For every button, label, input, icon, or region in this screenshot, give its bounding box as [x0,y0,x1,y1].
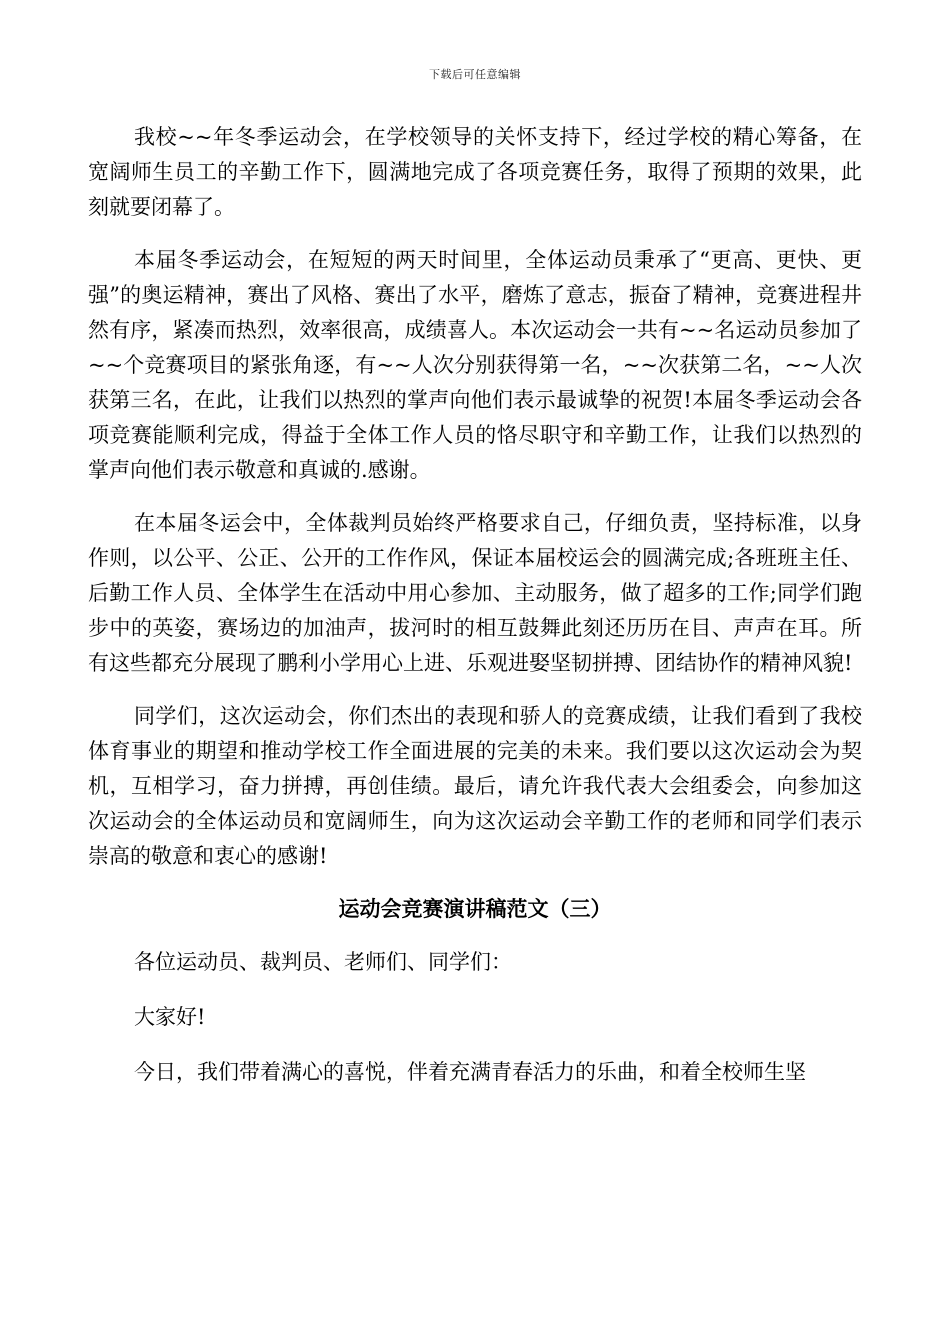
greeting-paragraph: 各位运动员、裁判员、老师们、同学们： [134,950,512,974]
hello-paragraph: 大家好! [134,1005,206,1029]
paragraph-1: 我校~~年冬季运动会，在学校领导的关怀支持下，经过学校的精心筹备，在宽阔师生员工的辛勤工作下，圆满地完成了各项竞赛任务，取得了预期的效果，此刻就要闭幕了。 [88,125,862,219]
section-title: 运动会竞赛演讲稿范文（三） [338,897,612,921]
page-header: 下载后可任意编辑 [429,68,521,81]
paragraph-3: 在本届冬运会中，全体裁判员始终严格要求自己，仔细负责，坚持标准，以身作则，以公平、公正、公开的工作作风，保证本届校运会的圆满完成;各班班主任、后勤工作人员、全体学生在活动中用心参加、主动服务，做了超多的工作;同学们跑步中的英姿，赛场边的加油声，拔河时的相互鼓舞此刻还历历在目、声声在耳。所有这些都充分展现了鹏利小学用心上进、乐观进娶坚韧拼搏、团结协作的精神风貌! [88,511,862,675]
opening-paragraph: 今日，我们带着满心的喜悦，伴着充满青春活力的乐曲，和着全校师生坚 [134,1060,806,1084]
paragraph-4: 同学们，这次运动会，你们杰出的表现和骄人的竞赛成绩，让我们看到了我校体育事业的期望和推动学校工作全面进展的完美的未来。我们要以这次运动会为契机，互相学习，奋力拼搏，再创佳绩。最后，请允许我代表大会组委会，向参加这次运动会的全体运动员和宽阔师生，向为这次运动会辛勤工作的老师和同学们表示崇高的敬意和衷心的感谢! [88,704,862,868]
document-body [88,120,862,1110]
paragraph-2: 本届冬季运动会，在短短的两天时间里，全体运动员秉承了“更高、更快、更强”的奥运精神，赛出了风格、赛出了水平，磨炼了意志，振奋了精神，竞赛进程井然有序，紧凑而热烈，效率很高，成绩喜人。本次运动会一共有~~名运动员参加了~~个竞赛项目的紧张角逐，有~~人次分别获得第一名，~~次获第二名，~~人次获第三名，在此，让我们以热烈的掌声向他们表示最诚挚的祝贺!本届冬季运动会各项竞赛能顺利完成，得益于全体工作人员的恪尽职守和辛勤工作，让我们以热烈的掌声向他们表示敬意和真诚的.感谢。 [88,248,862,482]
